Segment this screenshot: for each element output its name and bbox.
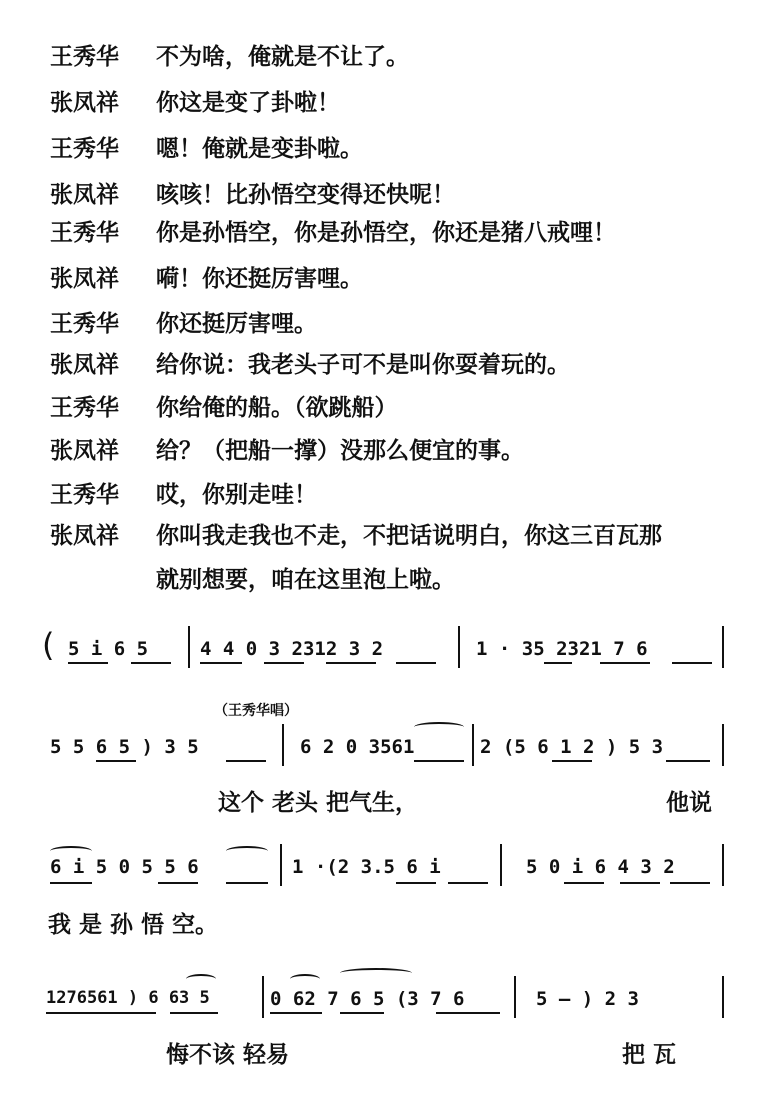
beam-line bbox=[226, 760, 266, 762]
speaker-name: 张凤祥 bbox=[50, 266, 119, 292]
speaker-name: 张凤祥 bbox=[50, 352, 119, 378]
slur bbox=[50, 846, 92, 856]
speech-text: 你这是变了卦啦！ bbox=[156, 90, 340, 116]
speech-text: 嗯！俺就是变卦啦。 bbox=[156, 136, 363, 162]
measure-notes: 4 4 0 3 2312 3 2 bbox=[200, 638, 384, 660]
speaker-name: 张凤祥 bbox=[50, 523, 119, 549]
beam-line bbox=[620, 882, 660, 884]
beam-line bbox=[414, 760, 464, 762]
speech-text: 你是孙悟空，你是孙悟空，你还是猪八戒哩！ bbox=[156, 220, 616, 246]
beam-line bbox=[436, 1012, 500, 1014]
beam-line bbox=[226, 882, 268, 884]
speech-text: 给你说：我老头子可不是叫你耍着玩的。 bbox=[156, 352, 570, 378]
barline bbox=[280, 844, 282, 886]
speaker-name: 王秀华 bbox=[50, 220, 119, 246]
measure-notes: 5 i 6 5 bbox=[68, 638, 149, 660]
speaker-name: 王秀华 bbox=[50, 395, 119, 421]
beam-line bbox=[170, 1012, 218, 1014]
slur bbox=[226, 846, 268, 856]
barline bbox=[500, 844, 502, 886]
speech-text: 就别想要，咱在这里泡上啦。 bbox=[156, 567, 455, 593]
beam-line bbox=[131, 662, 171, 664]
speech-text: 不为啥，俺就是不让了。 bbox=[156, 44, 409, 70]
speaker-name: 张凤祥 bbox=[50, 438, 119, 464]
measure-notes: 2 (5 6 1 2 ) 5 3 bbox=[480, 736, 664, 758]
measure-notes: 1276561 ) 6 63 5 bbox=[46, 988, 210, 1008]
barline bbox=[514, 976, 516, 1018]
speech-text: 咳咳！比孙悟空变得还快呢！ bbox=[156, 182, 455, 208]
barline bbox=[188, 626, 190, 668]
lyrics-line: 我 是 孙 悟 空。 bbox=[48, 912, 219, 938]
measure-notes: 6 i 5 0 5 5 6 bbox=[50, 856, 199, 878]
beam-line bbox=[96, 760, 136, 762]
beam-line bbox=[50, 882, 92, 884]
measure-notes: 0 62 7 6 5 (3 7 6 bbox=[270, 988, 465, 1010]
beam-line bbox=[340, 1012, 384, 1014]
speech-text: 你叫我走我也不走，不把话说明白，你这三百瓦那 bbox=[156, 523, 662, 549]
barline bbox=[262, 976, 264, 1018]
beam-line bbox=[670, 882, 710, 884]
barline bbox=[458, 626, 460, 668]
speaker-name: 张凤祥 bbox=[50, 90, 119, 116]
barline bbox=[282, 724, 284, 766]
speaker-name: 王秀华 bbox=[50, 136, 119, 162]
barline bbox=[722, 976, 724, 1018]
slur bbox=[186, 974, 216, 984]
open-paren: ( bbox=[42, 626, 55, 664]
beam-line bbox=[544, 662, 572, 664]
beam-line bbox=[448, 882, 488, 884]
speaker-name: 张凤祥 bbox=[50, 182, 119, 208]
slur bbox=[290, 974, 320, 984]
beam-line bbox=[200, 662, 242, 664]
speaker-name: 王秀华 bbox=[50, 44, 119, 70]
barline bbox=[722, 724, 724, 766]
lyrics-line: 他说 bbox=[666, 790, 712, 816]
beam-line bbox=[552, 760, 592, 762]
barline bbox=[722, 626, 724, 668]
measure-notes: 6 2 0 3561 bbox=[300, 736, 415, 758]
speaker-name: 王秀华 bbox=[50, 311, 119, 337]
speaker-name: 王秀华 bbox=[50, 482, 119, 508]
beam-line bbox=[396, 662, 436, 664]
barline bbox=[472, 724, 474, 766]
singer-label: （王秀华唱） bbox=[214, 703, 298, 719]
measure-notes: 5 5 6 5 ) 3 5 bbox=[50, 736, 199, 758]
beam-line bbox=[396, 882, 436, 884]
barline bbox=[722, 844, 724, 886]
beam-line bbox=[672, 662, 712, 664]
measure-notes: 1 · 35 2321 7 6 bbox=[476, 638, 648, 660]
lyrics-line: 悔不该 轻易 bbox=[166, 1042, 290, 1068]
speech-text: 哎，你别走哇！ bbox=[156, 482, 317, 508]
beam-line bbox=[666, 760, 710, 762]
beam-line bbox=[158, 882, 198, 884]
beam-line bbox=[564, 882, 604, 884]
beam-line bbox=[600, 662, 650, 664]
slur bbox=[414, 722, 464, 732]
measure-notes: 5 0 i 6 4 3 2 bbox=[526, 856, 675, 878]
speech-text: 你给俺的船。（欲跳船） bbox=[156, 395, 398, 421]
speech-text: 给？（把船一撑）没那么便宜的事。 bbox=[156, 438, 524, 464]
measure-notes: 5 — ) 2 3 bbox=[536, 988, 639, 1010]
slur bbox=[340, 968, 412, 978]
speech-text: 你还挺厉害哩。 bbox=[156, 311, 317, 337]
beam-line bbox=[270, 1012, 322, 1014]
lyrics-line: 这个 老头 把气生， bbox=[218, 790, 419, 816]
beam-line bbox=[68, 662, 108, 664]
beam-line bbox=[264, 662, 304, 664]
lyrics-line: 把 瓦 bbox=[622, 1042, 677, 1068]
measure-notes: 1 ·(2 3.5 6 i bbox=[292, 856, 441, 878]
beam-line bbox=[46, 1012, 156, 1014]
beam-line bbox=[326, 662, 376, 664]
speech-text: 嗬！你还挺厉害哩。 bbox=[156, 266, 363, 292]
